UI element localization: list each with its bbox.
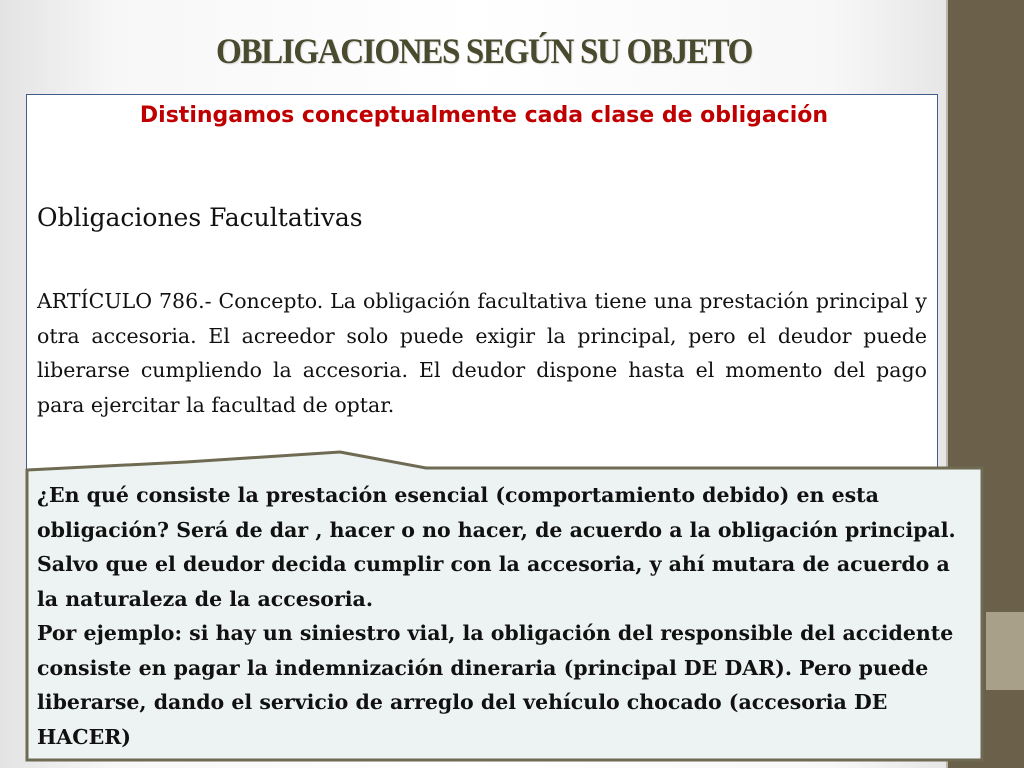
callout-text [37,478,977,754]
article-text: ARTÍCULO 786.- Concepto. La obligación facultativa tiene una prestación principal y otra accesoria. El acreedor solo puede exigir la principal, pero el deudor puede liberarse cumpliendo la accesoria. El deudor dispone hasta el momento del pago para ejercitar la facultad de optar. [37,289,927,417]
slide-title: OBLIGACIONES SEGÚN SU OBJETO [216,31,752,71]
section-heading: Obligaciones Facultativas [37,203,363,232]
callout-paragraph-1: ¿En qué consiste la prestación esencial (comportamiento debido) en esta obligación? Será de dar , hacer o no hacer, de acuerdo a la obligación principal. Salvo que el deudor decida cumplir con la accesoria, y ahí mutara de acuerdo a la naturaleza de la accesoria. [37,483,956,611]
slide-subtitle: Distingamos conceptualmente cada clase de obligación [139,103,829,128]
callout-paragraph-2: Por ejemplo: si hay un siniestro vial, la obligación del responsible del accidente consiste en pagar la indemnización dineraria (principal DE DAR). Pero puede liberarse, dando el servicio de arreglo del vehículo chocado (accesoria DE HACER) [37,621,954,749]
